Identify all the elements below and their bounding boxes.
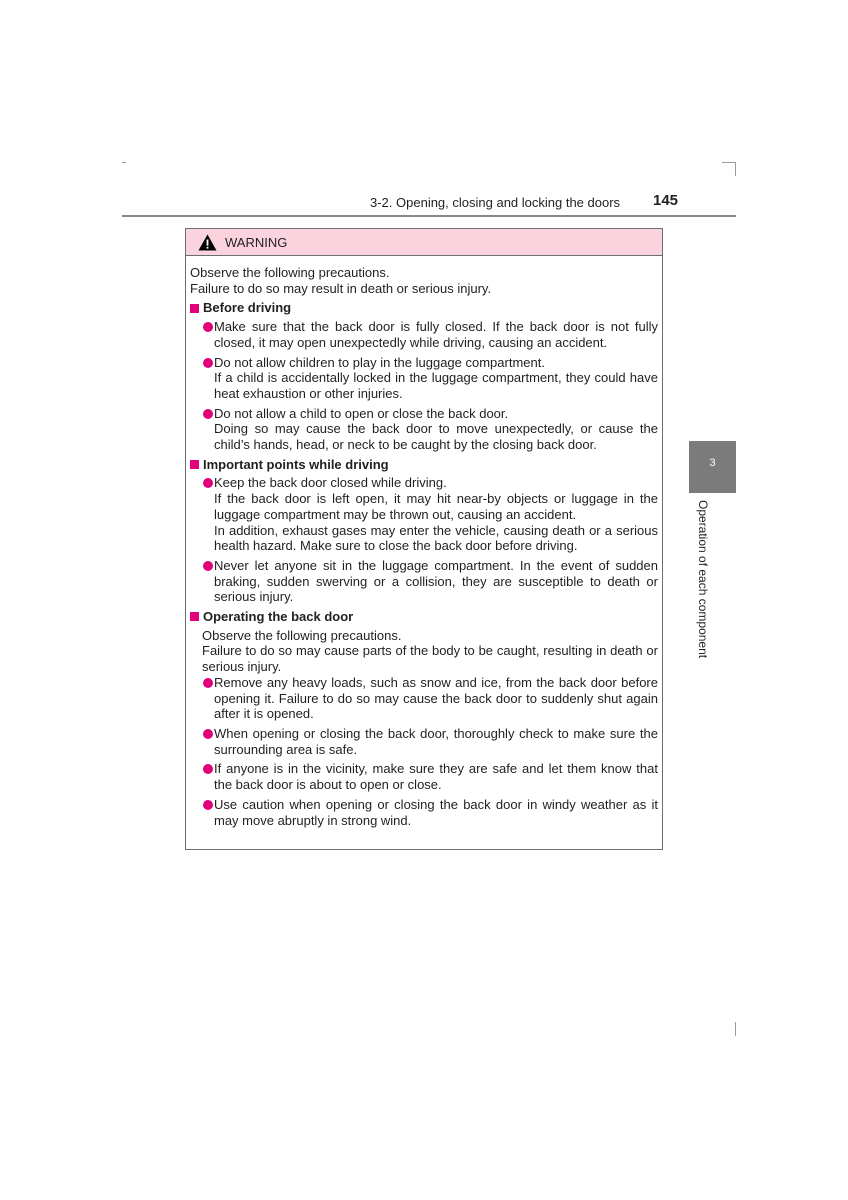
round-bullet-icon (203, 358, 213, 368)
list-item-text: Doing so may cause the back door to move unexpectedly, or cause the child’s hands, head, or neck to be caught by the closing back door. (214, 421, 658, 453)
warning-intro: Observe the following precautions. Failure to do so may result in death or serious injury. (190, 265, 492, 296)
chapter-title: Operation of each component (696, 500, 710, 659)
list-item-text: Do not allow a child to open or close the back door. (214, 405, 509, 421)
chapter-number: 3 (709, 457, 716, 469)
list-item (190, 761, 658, 792)
list-item (190, 406, 658, 453)
square-bullet-icon (190, 612, 199, 621)
list-item (190, 355, 658, 402)
list-item (190, 726, 658, 757)
section-title: Important points while driving (203, 456, 389, 472)
page-number: 145 (653, 192, 679, 209)
list-item (190, 319, 658, 350)
warning-box (185, 228, 663, 850)
header-rule (122, 215, 736, 217)
warning-header (186, 229, 662, 256)
chapter-tab (689, 441, 736, 493)
crop-mark-bottom-right (735, 1022, 736, 1036)
section-heading-3 (190, 609, 658, 625)
round-bullet-icon (203, 478, 213, 488)
list-item (190, 675, 658, 722)
round-bullet-icon (203, 561, 213, 571)
section-heading-1 (190, 300, 658, 316)
list-item-text: If a child is accidentally locked in the luggage compartment, they could have heat exhaustion or other injuries. (214, 370, 658, 401)
round-bullet-icon (203, 409, 213, 419)
list-item (190, 797, 658, 828)
list-item-text: Keep the back door closed while driving. (214, 475, 447, 491)
crop-mark-top-left (122, 162, 126, 163)
list-item (190, 475, 658, 554)
list-item-text: If anyone is in the vicinity, make sure they are safe and let them know that the back door is about to open or close. (214, 761, 658, 793)
warning-body (186, 256, 662, 828)
crop-mark-top-right-vertical (735, 162, 736, 176)
section-title: Before driving (203, 300, 292, 316)
round-bullet-icon (203, 678, 213, 688)
section-intro: Observe the following precautions. Failure to do so may cause parts of the body to be caught, resulting in death or serious injury. (202, 627, 658, 675)
list-item (190, 558, 658, 605)
list-item-text: Remove any heavy loads, such as snow and ice, from the back door before opening it. Failure to do so may cause the back door to suddenly shut again after it is opened. (214, 674, 658, 722)
round-bullet-icon (203, 322, 213, 332)
round-bullet-icon (203, 800, 213, 810)
round-bullet-icon (203, 764, 213, 774)
list-item-text: Make sure that the back door is fully closed. If the back door is not fully closed, it may open unexpectedly while driving, causing an accident. (214, 319, 658, 350)
list-item-text: In addition, exhaust gases may enter the vehicle, causing death or a serious health hazard. Make sure to close the back door before driving. (214, 522, 658, 554)
square-bullet-icon (190, 460, 199, 469)
list-item-text: Never let anyone sit in the luggage compartment. In the event of sudden braking, sudden swerving or a collision, they are susceptible to death or serious injury. (214, 557, 658, 605)
warning-triangle-icon (198, 234, 217, 251)
warning-label: WARNING (225, 234, 288, 250)
crop-mark-top-right (722, 162, 736, 163)
list-item-text: If the back door is left open, it may hit near-by objects or luggage in the luggage compartment may be thrown out, causing an accident. (214, 491, 658, 522)
list-item-text: Use caution when opening or closing the back door in windy weather as it may move abruptly in strong wind. (214, 796, 658, 828)
section-title: Operating the back door (203, 609, 354, 625)
list-item-text: When opening or closing the back door, thoroughly check to make sure the surrounding area is safe. (214, 725, 658, 757)
square-bullet-icon (190, 304, 199, 313)
round-bullet-icon (203, 729, 213, 739)
section-heading-2 (190, 457, 658, 473)
list-item-text: Do not allow children to play in the luggage compartment. (214, 354, 545, 370)
section-heading: 3-2. Opening, closing and locking the doors (370, 195, 621, 210)
